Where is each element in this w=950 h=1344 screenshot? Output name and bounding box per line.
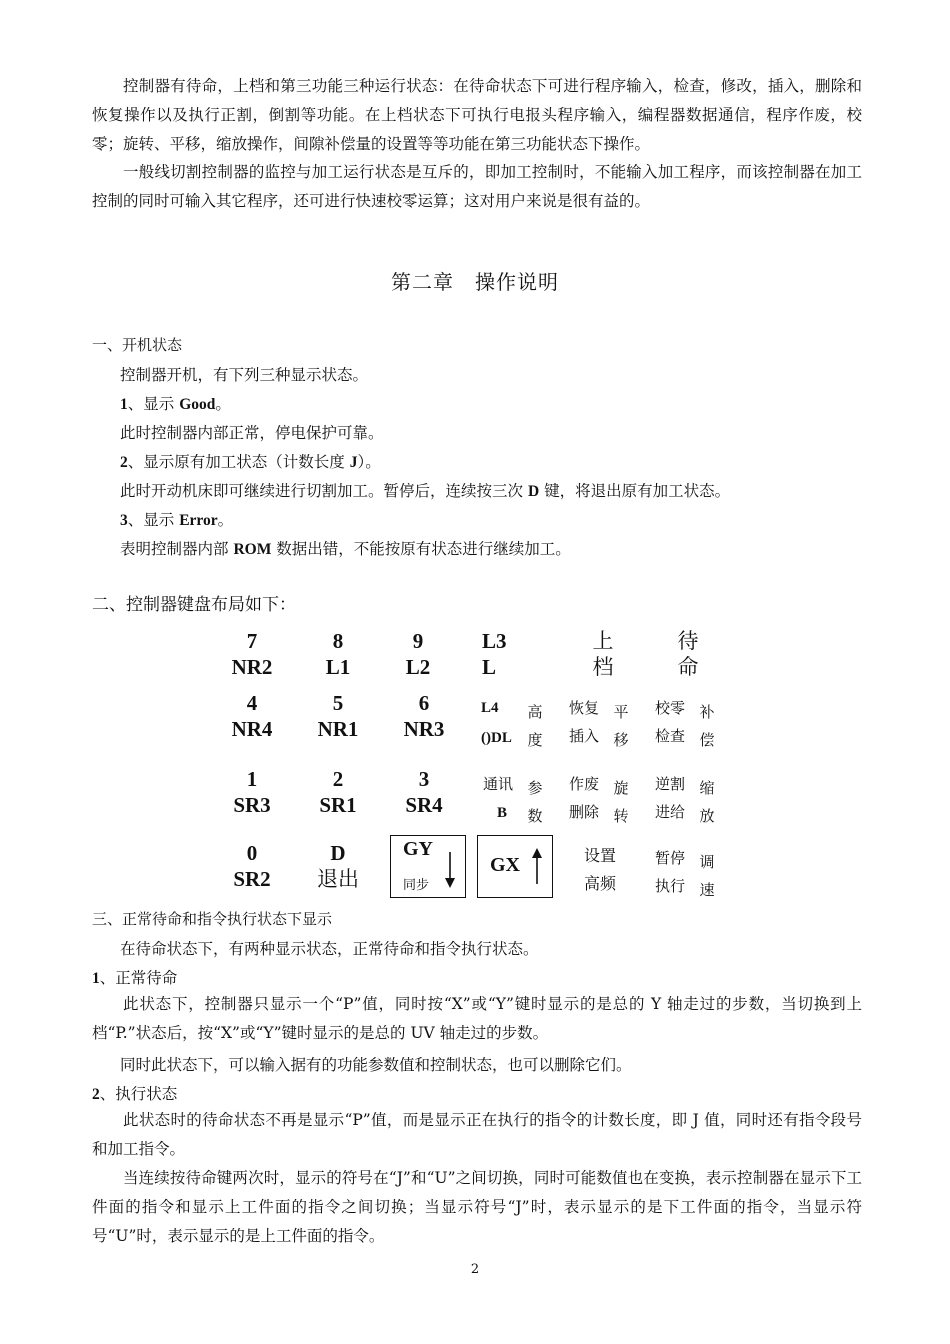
key-comm-label: 通讯 [482,775,513,793]
intro-paragraph-1: 控制器有待命，上档和第三功能三种运行状态：在待命状态下可进行程序输入，检查，修改，插入，删除和恢复操作以及执行正割，倒割等功能。在上档状态下可执行电报头程序输入，编程器数据通信，程序作废，校零；旋转、平移，缩放操作，间隙补偿量的设置等等功能在第三功能状态下操作。 [92,77,862,153]
key-l3-l: L3 L [482,629,507,679]
key-height: 高 度 [527,703,543,749]
key-translate: 平 移 [613,703,629,749]
key-standby: 待 命 [677,629,699,679]
key-2-sr1: 2 SR1 [319,767,357,817]
key-1-sr3: 1 SR3 [233,767,271,817]
key-3-sr4: 3 SR4 [405,767,443,817]
section1-item-2: 2、显示原有加工状态（计数长度 J）。 [120,453,381,471]
arrow-up-icon [530,846,544,886]
key-7-nr2: 7 NR2 [231,629,273,679]
section3-lead: 在待命状态下，有两种显示状态，正常待命和指令执行状态。 [120,940,539,958]
key-4-nr4: 4 NR4 [231,691,273,741]
key-odl-label: ()DL [481,730,512,746]
key-d-exit: D 退出 [317,841,359,891]
intro-paragraph-2: 一般线切割控制器的监控与加工运行状态是互斥的，即加工控制时，不能输入加工程序，而该控制器在加工控制的同时可输入其它程序，还可进行快速校零运算；这对用户来说是很有益的。 [92,163,862,210]
key-set-highfreq: 设置 高频 [583,846,616,893]
section3-sub2-para2: 当连续按待命键两次时，显示的符号在“J”和“U”之间切换，同时可能数值也在变换，表示控制器在显示下工件面的指令和显示上工件面的指令之间切换；当显示符号“J”时，表示显示的是下工件面的指令，当显示符号“U”时，表示显示的是上工件面的指令。 [92,1169,862,1245]
section3-sub2-para1: 此状态时的待命状态不再是显示“P”值，而是显示正在执行的指令的计数长度，即 J 值，同时还有指令段号和加工指令。 [92,1111,862,1158]
key-b-label: B [497,805,508,821]
key-gx [477,835,553,898]
key-6-nr3: 6 NR3 [403,691,445,741]
key-compensate: 补 偿 [699,703,715,749]
key-zero-check: 校零 检查 [654,699,685,745]
key-gy-sub: 同步 [403,878,430,893]
key-pause-exec: 暂停 执行 [654,849,685,895]
key-gy-label: GY [403,838,433,860]
key-rotate: 旋 转 [613,779,629,825]
section1-lead: 控制器开机，有下列三种显示状态。 [120,366,369,384]
key-void-delete: 作废 删除 [568,775,599,821]
section1-item-3-desc: 表明控制器内部 ROM 数据出错，不能按原有状态进行继续加工。 [120,540,571,558]
section3-sub1-para1: 此状态下，控制器只显示一个“P”值，同时按“X”或“Y”键时显示的是总的 Y 轴走过的步数，当切换到上档“P.”状态后，按“X”或“Y”键时显示的是总的 UV 轴走过的步数。 [92,995,862,1042]
section2-heading: 二、控制器键盘布局如下： [92,595,296,615]
key-0-sr2: 0 SR2 [233,841,271,891]
section3-sub2-title: 2、执行状态 [92,1085,178,1103]
section1-item-1: 1、显示 Good。 [120,395,231,413]
key-l4-label: L4 [481,700,499,716]
key-8-l1: 8 L1 [325,629,351,679]
key-scale: 缩 放 [699,779,715,825]
key-restore-insert: 恢复 插入 [568,699,599,745]
key-gy-sync [390,835,466,898]
section3-sub1-title: 1、正常待命 [92,969,178,987]
section3-sub1-para2: 同时此状态下，可以输入据有的功能参数值和控制状态，也可以删除它们。 [120,1056,632,1074]
key-shift: 上 档 [592,629,614,679]
key-gx-label: GX [490,854,520,876]
page-number: 2 [470,1262,480,1277]
chapter-title: 第二章 操作说明 [391,270,559,294]
key-5-nr1: 5 NR1 [317,691,359,741]
key-speed: 调 速 [699,853,715,899]
section1-item-3: 3、显示 Error。 [120,511,234,529]
key-params: 参 数 [527,779,543,825]
section1-item-2-desc: 此时开动机床即可继续进行切割加工。暂停后，连续按三次 D 键，将退出原有加工状态。 [120,482,731,500]
section3-heading: 三、正常待命和指令执行状态下显示 [92,910,333,928]
section1-item-1-desc: 此时控制器内部正常，停电保护可靠。 [120,424,384,442]
section1-heading: 一、开机状态 [92,336,183,354]
arrow-down-icon [443,850,457,890]
key-9-l2: 9 L2 [405,629,431,679]
key-reverse-feed: 逆割 进给 [654,775,685,821]
